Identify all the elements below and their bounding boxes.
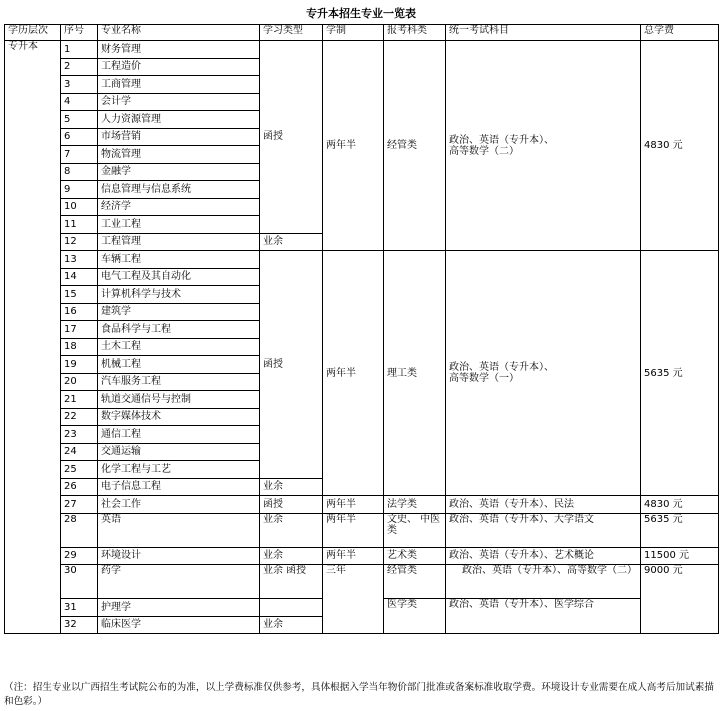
row-number: 5 <box>61 111 98 129</box>
category-cell: 经管类 <box>384 41 446 251</box>
footnote: （注：招生专业以广西招生考试院公布的为准，以上学费标准仅供参考，具体根据入学当年物价部门批准或备案标准收取学费。环境设计专业需要在成人高考后加试素描和色彩。） <box>4 682 714 707</box>
majors-table <box>4 24 719 634</box>
exam-line: 政治、英语（专升本）、 <box>449 362 554 373</box>
study-type-cell: 业余 <box>260 478 323 496</box>
row-number: 10 <box>61 198 98 216</box>
study-type-cell: 函授 <box>260 41 323 234</box>
header-major: 专业名称 <box>98 25 260 41</box>
table-row <box>5 251 719 269</box>
fee-cell: 11500 元 <box>641 547 719 565</box>
major-name: 市场营销 <box>98 128 260 146</box>
row-number: 15 <box>61 286 98 304</box>
row-number: 16 <box>61 303 98 321</box>
row-number: 19 <box>61 356 98 374</box>
major-name: 汽车服务工程 <box>98 373 260 391</box>
major-name: 财务管理 <box>98 41 260 59</box>
major-name: 化学工程与工艺 <box>98 461 260 479</box>
row-number: 29 <box>61 547 98 565</box>
exam-cell: 政治、英语（专升本）、民法 <box>446 496 641 514</box>
major-name: 轨道交通信号与控制 <box>98 391 260 409</box>
row-number: 6 <box>61 128 98 146</box>
row-number: 12 <box>61 233 98 251</box>
duration-cell: 三年 <box>323 565 384 634</box>
major-name: 经济学 <box>98 198 260 216</box>
header-study-type: 学习类型 <box>260 25 323 41</box>
row-number: 27 <box>61 496 98 514</box>
study-type-cell: 业余 <box>260 513 323 547</box>
duration-cell: 两年半 <box>323 251 384 496</box>
row-number: 24 <box>61 443 98 461</box>
exam-cell <box>446 251 641 496</box>
row-number: 28 <box>61 513 98 547</box>
row-number: 25 <box>61 461 98 479</box>
exam-line: 政治、英语（专升本）、 <box>449 134 554 146</box>
row-number: 21 <box>61 391 98 409</box>
fee-cell: 5635 元 <box>641 251 719 496</box>
header-level: 学历层次 <box>5 25 61 41</box>
major-name: 土木工程 <box>98 338 260 356</box>
table-row <box>5 41 719 59</box>
fee-cell: 5635 元 <box>641 513 719 547</box>
category-cell: 文史、 中医类 <box>384 513 446 547</box>
major-name: 工商管理 <box>98 76 260 94</box>
major-name: 工程管理 <box>98 233 260 251</box>
fee-cell: 4830 元 <box>641 41 719 251</box>
row-number: 4 <box>61 93 98 111</box>
row-number: 32 <box>61 616 98 634</box>
study-type-cell: 业余 函授 <box>260 565 323 599</box>
study-type-cell <box>260 599 323 617</box>
table-title: 专升本招生专业一览表 <box>306 7 416 20</box>
duration-cell: 两年半 <box>323 547 384 565</box>
major-name: 食品科学与工程 <box>98 321 260 339</box>
header-number: 序号 <box>61 25 98 41</box>
exam-cell: 政治、英语（专升本）、艺术概论 <box>446 547 641 565</box>
exam-cell: 政治、英语（专升本）、高等数学（二） <box>446 565 641 599</box>
row-number: 20 <box>61 373 98 391</box>
header-category: 报考科类 <box>384 25 446 41</box>
row-number: 13 <box>61 251 98 269</box>
major-name: 英语 <box>98 513 260 547</box>
exam-cell: 政治、英语（专升本）、大学语文 <box>446 513 641 547</box>
row-number: 1 <box>61 41 98 59</box>
major-name: 人力资源管理 <box>98 111 260 129</box>
exam-line: 高等数学（一） <box>449 373 519 384</box>
table-row <box>5 547 719 565</box>
study-type-cell: 业余 <box>260 616 323 634</box>
major-name: 建筑学 <box>98 303 260 321</box>
category-cell: 医学类 <box>384 599 446 634</box>
category-cell: 理工类 <box>384 251 446 496</box>
row-number: 3 <box>61 76 98 94</box>
row-number: 30 <box>61 565 98 599</box>
header-fee: 总学费 <box>641 25 719 41</box>
category-cell: 经管类 <box>384 565 446 599</box>
major-name: 机械工程 <box>98 356 260 374</box>
major-name: 信息管理与信息系统 <box>98 181 260 199</box>
table-row <box>5 513 719 547</box>
study-type-cell: 业余 <box>260 547 323 565</box>
duration-cell: 两年半 <box>323 513 384 547</box>
level-cell: 专升本 <box>5 41 61 634</box>
major-name: 金融学 <box>98 163 260 181</box>
table-row <box>5 565 719 599</box>
study-type-cell: 业余 <box>260 233 323 251</box>
table-row <box>5 496 719 514</box>
row-number: 11 <box>61 216 98 234</box>
major-name: 药学 <box>98 565 260 599</box>
major-name: 电气工程及其自动化 <box>98 268 260 286</box>
exam-cell <box>446 41 641 251</box>
row-number: 14 <box>61 268 98 286</box>
major-name: 会计学 <box>98 93 260 111</box>
major-name: 物流管理 <box>98 146 260 164</box>
exam-cell: 政治、英语（专升本）、医学综合 <box>446 599 641 634</box>
major-name: 护理学 <box>98 599 260 617</box>
study-type-cell: 函授 <box>260 251 323 479</box>
major-name: 工业工程 <box>98 216 260 234</box>
row-number: 8 <box>61 163 98 181</box>
row-number: 9 <box>61 181 98 199</box>
row-number: 31 <box>61 599 98 617</box>
row-number: 17 <box>61 321 98 339</box>
category-cell: 艺术类 <box>384 547 446 565</box>
major-name: 环境设计 <box>98 547 260 565</box>
row-number: 7 <box>61 146 98 164</box>
row-number: 22 <box>61 408 98 426</box>
row-number: 2 <box>61 58 98 76</box>
category-cell: 法学类 <box>384 496 446 514</box>
duration-cell: 两年半 <box>323 496 384 514</box>
row-number: 18 <box>61 338 98 356</box>
major-name: 电子信息工程 <box>98 478 260 496</box>
header-exam: 统一考试科目 <box>446 25 641 41</box>
major-name: 交通运输 <box>98 443 260 461</box>
duration-cell: 两年半 <box>323 41 384 251</box>
major-name: 社会工作 <box>98 496 260 514</box>
exam-line: 高等数学（二） <box>449 145 519 157</box>
major-name: 计算机科学与技术 <box>98 286 260 304</box>
fee-cell: 4830 元 <box>641 496 719 514</box>
major-name: 通信工程 <box>98 426 260 444</box>
header-duration: 学制 <box>323 25 384 41</box>
header-row <box>5 25 719 41</box>
major-name: 车辆工程 <box>98 251 260 269</box>
major-name: 工程造价 <box>98 58 260 76</box>
major-name: 数字媒体技术 <box>98 408 260 426</box>
major-name: 临床医学 <box>98 616 260 634</box>
row-number: 23 <box>61 426 98 444</box>
fee-cell: 9000 元 <box>641 565 719 634</box>
study-type-cell: 函授 <box>260 496 323 514</box>
row-number: 26 <box>61 478 98 496</box>
